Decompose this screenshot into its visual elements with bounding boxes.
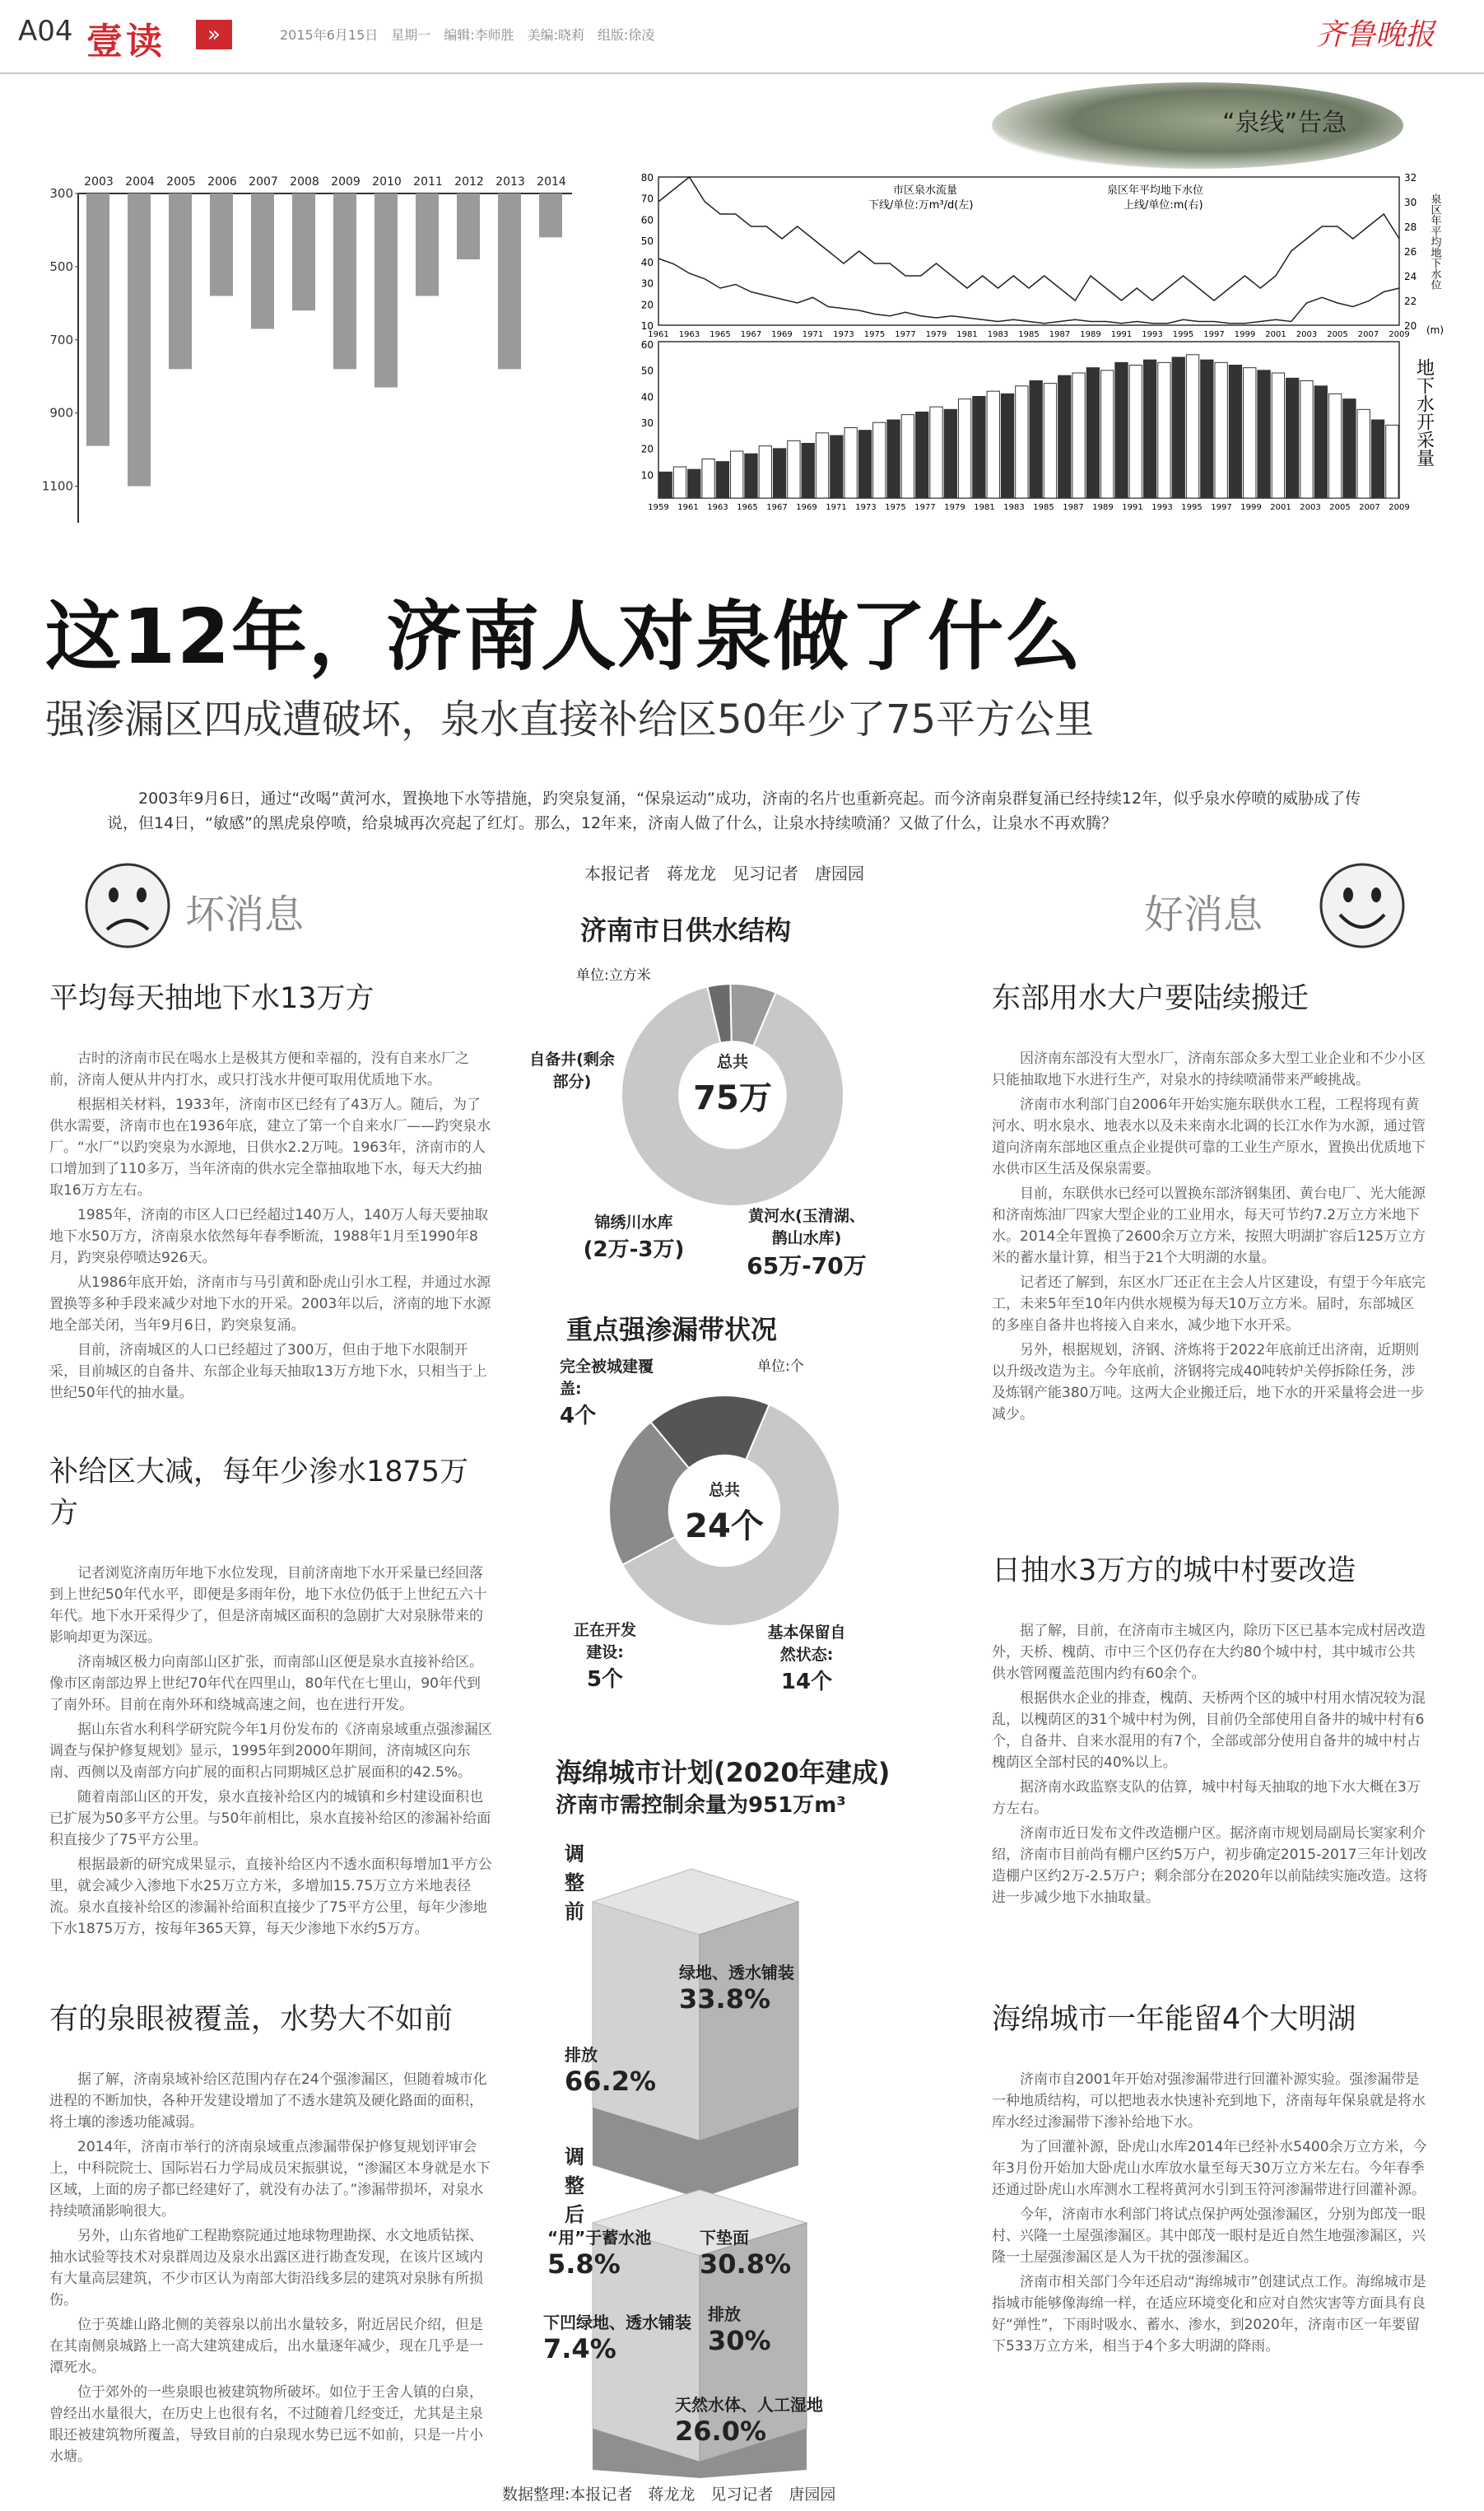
left-section-1 [49,976,494,1404]
paragraph: 随着南部山区的开发，泉水直接补给区内的城镇和乡村建设面积也已扩展为50多平方公里。与50年前相比，泉水直接补给区的渗漏补给面积直接少了75平方公里。 [49,1789,491,1848]
x-tick-label: 2006 [207,175,237,189]
x-tick-label: 1993 [1151,503,1173,512]
bar [169,193,192,369]
x-tick-label: 1997 [1203,330,1225,339]
sponge-after-sunken-green: 下凹绿地、透水铺装 7.4% [543,2313,691,2364]
left-tick-label: 60 [640,214,654,226]
x-tick-label: 2001 [1270,503,1291,512]
bar [1343,399,1356,498]
x-tick-label: 2004 [125,175,155,189]
bar [1129,366,1142,499]
sponge-after-tank: “用”于蓄水池 5.8% [547,2228,652,2280]
right-section-2 [992,1548,1428,1908]
paragraph: 另外，山东省地矿工程勘察院通过地球物理勘探、水文地质钻探、抽水试验等技术对泉群周边及泉水出露区进行勘查发现，在该片区域内有大量高层建筑，不少市区认为南部大街沿线多层的建筑对泉脉有所损伤。 [49,2228,483,2308]
supply-label-well: 自备井(剩余部分) [529,1051,615,1091]
section-heading: 补给区大减，每年少渗水1875万方 [49,1456,469,1530]
right-axis-unit: (m) [1426,324,1444,336]
plot-frame [658,177,1399,325]
right-axis-label: 泉区年平均地下水位 [1428,193,1441,290]
supply-title: 济南市日供水结构 [580,915,792,946]
y-tick-label: 700 [49,332,73,347]
x-tick-label: 1977 [914,503,936,512]
bar [1030,381,1042,499]
paragraph: 位于英雄山路北侧的美蓉泉以前出水量较多，附近居民介绍，但是在其南侧泉城路上一高大建筑建成后，出水量逐年减少，现在几乎是一潭死水。 [49,2317,483,2376]
left-tick-label: 10 [640,320,654,332]
x-tick-label: 1985 [1033,503,1054,512]
bar [873,422,886,498]
leak-label-covered: 完全被城建覆盖: 4个 [560,1358,654,1428]
paragraph: 2014年，济南市举行的济南泉域重点渗漏带保护修复规划评审会上，中科院院士、国际岩石力学局成员宋振骐说，“渗漏区本身就是水下区域，上面的房子都已经建好了，就没有办法了。”渗漏带损坏，对泉水持续喷涌影响很大。 [49,2139,491,2220]
left-tick-label: 70 [640,193,654,205]
bar [1229,366,1241,499]
sponge-before-label: 调整前 [565,1842,584,1923]
header-divider [0,72,1484,74]
x-tick-label: 1961 [677,503,699,512]
y-tick-label: 20 [640,443,654,455]
x-tick-label: 1995 [1172,330,1194,339]
bar [930,407,942,498]
bar [251,193,274,328]
bar [539,193,562,237]
supply-label-yellow-river: 黄河水(玉清湖、鹊山水库) 65万-70万 [747,1207,867,1279]
supply-total [687,1050,778,1119]
leak-label-developing: 正在开发建设: 5个 [573,1621,636,1692]
x-tick-label: 2003 [84,175,114,189]
paragraph: 据了解，济南泉域补给区范围内存在24个强渗漏区，但随着城市化进程的不断加快，各种开发建设增加了不透水建筑及硬化路面的面积，将土壤的渗透功能减弱。 [49,2071,487,2131]
bar [1286,378,1299,498]
paragraph: 济南城区极力向南部山区扩张，而南部山区便是泉水直接补给区。像市区南部边界上世纪70年代在四里山，80年代在七里山，90年代到了南外环。目前在南外环和绕城高速之间，也在进行开发。 [49,1654,483,1713]
x-tick-label: 2005 [166,175,196,189]
x-tick-label: 2001 [1265,330,1286,339]
section-heading: 海绵城市一年能留4个大明湖 [992,2003,1356,2036]
x-tick-label: 2012 [454,175,484,189]
y-tick-label: 40 [640,391,654,403]
sponge-before-discharge: 排放 66.2% [565,2045,657,2097]
lede-paragraph: 2003年9月6日，通过“改喝”黄河水，置换地下水等措施，趵突泉复涌，“保泉运动”成功，济南的名片也重新亮起。而今济南泉群复涌已经持续12年，似乎泉水停喷的威胁成了传说，但14日，“敏感”的黑虎泉停喷，给泉城再次亮起了红灯。那么，12年来，济南人做了什么，让泉水持续喷涌？又做了什么，让泉水不再欢腾？ [107,790,1361,832]
bar [773,449,785,498]
bar [1186,355,1198,498]
x-tick-label: 2011 [413,175,443,189]
level-line [658,177,1399,300]
bar [1115,362,1128,498]
sad-face-icon [82,860,173,951]
bar [759,446,771,498]
section-heading: 平均每天抽地下水13万方 [49,982,374,1015]
x-tick-label: 1991 [1110,330,1133,339]
left-section-3 [49,1996,494,2467]
right-tick-label: 26 [1404,246,1417,258]
bar [659,472,672,498]
y-tick-label: 10 [640,469,654,482]
bar [788,440,800,498]
paragraph: 济南市水利部门自2006年开始实施东联供水工程，工程将现有黄河水、明水泉水、地表水以及未来南水北调的长江水作为水源，通过管道向济南东部地区重点企业提供可靠的工业生产原水，置换出优质地下水供市区生活及保泉需要。 [992,1097,1426,1177]
x-tick-label: 1959 [648,503,669,512]
paragraph: 位于郊外的一些泉眼也被建筑物所破坏。如位于王舍人镇的白泉，曾经出水量很大，在历史上也很有名，不过随着几经变迁，尤其是主泉眼还被建筑物所覆盖，导致目前的白泉现水势已远不如前，只是一片小水塘。 [49,2384,483,2465]
bar [1314,386,1327,498]
x-tick-label: 1963 [678,330,700,339]
left-tick-label: 20 [640,299,654,311]
x-tick-label: 1979 [944,503,965,512]
groundwater-pumping-chart [621,333,1453,531]
page-number: A04 [18,15,73,48]
bar [716,462,728,498]
x-tick-label: 2008 [290,175,319,189]
x-tick-label: 1975 [863,330,886,339]
bar [1328,394,1341,498]
left-section-2 [49,1449,494,1940]
flow-line [658,259,1399,324]
bar [816,433,828,498]
legend-left-title: 市区泉水流量 [893,184,958,197]
x-tick-label: 2009 [1389,503,1410,512]
x-tick-label: 2007 [249,175,278,189]
smile-face-icon [1317,860,1407,951]
x-tick-label: 1987 [1063,503,1084,512]
bar [702,459,714,499]
bar [1371,420,1384,498]
paragraph: 今年，济南市水利部门将试点保护两处强渗漏区，分别为郎茂一眼村、兴隆一土屋强渗漏区。其中郎茂一眼村是近自然生地强渗漏区，兴隆一土屋强渗漏区是人为干扰的强渗漏区。 [992,2206,1426,2266]
bar [333,193,356,369]
x-tick-label: 1987 [1049,330,1071,339]
left-tick-label: 80 [640,172,654,184]
section-heading: 东部用水大户要陆续搬迁 [992,982,1310,1015]
right-section-1 [992,976,1428,1425]
bar [1300,381,1313,499]
x-tick-label: 1963 [707,503,728,512]
x-tick-label: 2014 [537,175,566,189]
bar [802,444,814,499]
legend-right-title: 泉区年平均地下水位 [1107,184,1204,197]
x-tick-label: 2007 [1357,330,1379,339]
sponge-after-discharge: 排放 30% [708,2304,771,2356]
bar [292,193,315,310]
paragraph: 另外，根据规划，济钢、济炼将于2022年底前迁出济南，近期则以升级改造为主。今年底前，济钢将完成40吨转炉关停拆除任务，涉及炼钢产能380万吨。这两大企业搬迁后，地下水的开采量将会进一步减少。 [992,1342,1425,1423]
sponge-after-surface: 下垫面 30.8% [700,2228,792,2280]
bar [1086,368,1099,498]
paragraph: 济南市自2001年开始对强渗漏带进行回灌补源实验。强渗漏带是一种地质结构，可以把地表水快速补充到地下，济南每年保泉就是将水库水经过渗漏带下渗补给地下水。 [992,2071,1426,2131]
x-tick-label: 1981 [956,330,978,339]
yearly-bar-chart [33,152,576,539]
x-tick-label: 2007 [1359,503,1380,512]
x-tick-label: 1999 [1234,330,1256,339]
reporter-byline: 本报记者 蒋龙龙 见习记者 唐园园 [584,864,864,883]
bar [1357,409,1370,498]
sponge-after-wetland: 天然水体、人工湿地 26.0% [675,2395,823,2447]
paragraph: 记者还了解到，东区水厂还正在主会人片区建设，有望于今年底完工，未来5年至10年内供水规模为每天10万立方米。届时，东部城区的多座自备井也将接入自来水，减少地下水开采。 [992,1274,1426,1334]
bar [498,193,521,369]
left-tick-label: 50 [640,235,654,248]
good-news-label: 好消息 [1144,892,1263,938]
left-tick-label: 30 [640,277,654,290]
x-tick-label: 1965 [737,503,758,512]
bar [1258,370,1270,498]
paragraph: 根据供水企业的排查，槐荫、天桥两个区的城中村用水情况较为混乱，以槐荫区的31个城中村为例，目前仍全部使用自备井的城中村有6个，自备井、自来水混用的有7个，全部或部分使用自备井的城中村占槐荫区全部村民的40%以上。 [992,1690,1426,1771]
bar [944,409,956,498]
x-tick-label: 1967 [766,503,788,512]
bar [1215,362,1227,498]
y-tick-label: 300 [49,186,73,201]
x-tick-label: 1989 [1080,330,1101,339]
y-tick-label: 1100 [41,478,73,494]
right-section-3 [992,1996,1428,2357]
newspaper-logo: 齐鲁晚报 [1315,18,1435,52]
sponge-building-illustration [560,1836,922,2478]
paragraph: 根据相关材料，1933年，济南市区已经有了43万人。随后，为了供水需要，济南市也在1936年底，建立了第一个自来水厂——趵突泉水厂。“水厂”以趵突泉为水源地，日供水2.2万吨。1963年，济南市的人口增加到了110多万，当年济南的供水完全靠抽取地下水，每天大约抽取16万方左右。 [49,1097,491,1199]
headline: 这12年，济南人对泉做了什么 [45,593,1083,681]
x-tick-label: 1995 [1181,503,1203,512]
right-tick-label: 28 [1404,221,1417,233]
x-tick-label: 1981 [974,503,995,512]
bar [844,428,857,499]
left-tick-label: 40 [640,256,654,268]
bar [416,193,439,296]
x-tick-label: 2013 [495,175,525,189]
section-heading: 日抽水3万方的城中村要改造 [992,1554,1356,1587]
x-tick-label: 1991 [1122,503,1143,512]
leak-title: 重点强渗漏带状况 [566,1314,778,1345]
bar [128,193,151,487]
leak-unit: 单位:个 [757,1358,804,1375]
bar [1058,375,1071,498]
x-tick-label: 1973 [833,330,854,339]
bar [1044,384,1056,498]
paragraph: 据了解，目前，在济南市主城区内，除历下区已基本完成村居改造外，天桥、槐荫、市中三个区仍存在大约80个城中村，其中城市公共供水管网覆盖范围内约有60余个。 [992,1623,1426,1682]
right-tick-label: 22 [1404,296,1417,307]
bar [745,454,757,498]
x-tick-label: 2010 [372,175,402,189]
bar [858,431,871,498]
x-tick-label: 2003 [1300,503,1321,512]
sponge-title: 海绵城市计划(2020年建成) [556,1757,891,1788]
paragraph: 因济南东部没有大型水厂，济南东部众多大型工业企业和不少小区只能抽取地下水进行生产，对泉水的持续喷涌带来严峻挑战。 [992,1051,1426,1088]
paragraph: 根据最新的研究成果显示，直接补给区内不透水面积每增加1平方公里，就会减少入渗地下水25万立方米，多增加15.75万立方米地表径流。泉水直接补给区的渗漏补给面积直接少了75平方公里，每年少渗地下水1875万方，按每年365天算，每天少渗地下水约5万方。 [49,1856,492,1937]
x-tick-label: 1971 [826,503,847,512]
x-tick-label: 1965 [709,330,731,339]
bar [731,451,743,498]
bar [1143,360,1156,498]
x-tick-label: 2003 [1296,330,1318,339]
right-tick-label: 32 [1404,172,1417,184]
bar [1101,370,1114,498]
x-tick-label: 1985 [1018,330,1040,339]
bar [916,412,928,499]
y-tick-label: 60 [640,339,654,351]
paragraph: 济南市近日发布文件改造棚户区。据济南市规划局副局长窦家利介绍，济南市目前尚有棚户区约5万户，初步确定2015-2017三年计划改造棚户区约2万-2.5万户；剩余部分在2020年以前陆续实施改造。这将进一步减少地下水抽取量。 [992,1825,1428,1906]
paragraph: 据济南水政监察支队的估算，城中村每天抽取的地下水大概在3万方左右。 [992,1779,1421,1817]
paragraph: 记者浏览济南历年地下水位发现，目前济南地下水开采量已经回落到上世纪50年代水平，即便是多雨年份，地下水位仍低于上世纪五六十年代。地下水开采得少了，但是济南城区面积的急剧扩大对泉脉带来的影响却更为深远。 [49,1565,487,1646]
right-tick-label: 20 [1404,320,1417,332]
x-tick-label: 1973 [855,503,877,512]
x-tick-label: 1993 [1142,330,1163,339]
legend-left-sub: 下线/单位:万m³/d(左) [868,199,974,212]
y-tick-label: 50 [640,365,654,377]
x-tick-label: 1977 [895,330,916,339]
bar [1272,373,1284,498]
bar [973,397,985,499]
x-tick-label: 1979 [925,330,947,339]
x-tick-label: 1961 [648,330,669,339]
x-tick-label: 1983 [1003,503,1025,512]
supply-total-value: 75万 [693,1079,772,1117]
photo-caption: “泉线”告急 [1222,109,1347,137]
x-tick-label: 1983 [987,330,1009,339]
x-tick-label: 2009 [331,175,361,189]
bar [1072,373,1085,498]
x-tick-label: 2009 [1389,330,1410,339]
section-heading: 有的泉眼被覆盖，水势大不如前 [49,2003,454,2036]
issue-meta: 2015年6月15日 星期一 编辑:李师胜 美编:晓莉 组版:徐凌 [280,27,655,43]
bar [86,193,109,446]
bar [1244,368,1256,498]
section-arrow-icon: » [196,20,232,49]
bar [457,193,480,259]
supply-label-reservoir: 锦绣川水库 (2万-3万) [583,1214,685,1262]
x-tick-label: 1997 [1211,503,1232,512]
section-title: 壹读 [86,21,165,63]
x-tick-label: 1971 [802,330,824,339]
x-tick-label: 2005 [1329,503,1351,512]
sponge-before-green: 绿地、透水铺装 33.8% [679,1963,794,2015]
x-tick-label: 1969 [796,503,817,512]
x-tick-label: 2005 [1327,330,1348,339]
paragraph: 从1986年底开始，济南市与马引黄和卧虎山引水工程，并通过水源置换等多种手段来减少对地下水的开采。2003年以后，济南的地下水源地全部关闭，当年9月6日，趵突泉复涌。 [49,1274,491,1334]
x-tick-label: 1969 [771,330,793,339]
bar [887,420,900,498]
bar [1201,360,1213,498]
bar [688,469,700,498]
y-tick-label: 900 [49,405,73,421]
data-credit: 数据整理:本报记者 蒋龙龙 见习记者 唐园园 [502,2485,836,2504]
x-tick-label: 1989 [1092,503,1114,512]
paragraph: 目前，济南城区的人口已经超过了300万，但由于地下水限制开采，目前城区的自备井、东部企业每天抽取13万方地下水，只相当于上世纪50年代的抽水量。 [49,1342,487,1401]
subheadline: 强渗漏区四成遭破坏，泉水直接补给区50年少了75平方公里 [45,696,1095,743]
paragraph: 目前，东联供水已经可以置换东部济钢集团、黄台电厂、光大能源和济南炼油厂四家大型企业的工业用水，每天可节约7.2万立方米地下水。2014全年置换了2600余万立方米，按照大明湖扩容后125万立方米的蓄水量计算，相当于21个大明湖的水量。 [992,1186,1426,1266]
sponge-after-label: 调整后 [565,2145,584,2226]
bar [673,467,686,498]
chart-label: 地下水开采量 [1413,358,1435,467]
right-tick-label: 24 [1404,271,1417,282]
bar [210,193,233,296]
y-tick-label: 500 [49,259,73,274]
leak-label-natural: 基本保留自然状态: 14个 [767,1624,846,1694]
bar [1158,362,1170,498]
bar [901,415,914,498]
paragraph: 为了回灌补源，卧虎山水库2014年已经补水5400余万立方米，今年3月份开始加大卧虎山水库放水量至每天30万立方米左右。今年春季还通过卧虎山水库测水工程将黄河水引到玉符河渗漏带进行回灌补源。 [992,2139,1427,2198]
sponge-subtitle: 济南市需控制余量为951万m³ [556,1793,846,1818]
x-tick-label: 1967 [740,330,762,339]
bar [374,193,398,388]
supply-unit: 单位:立方米 [576,967,651,984]
bar [1001,394,1013,498]
bar [830,436,843,498]
bar [958,399,970,498]
bar [1172,357,1184,498]
bar [987,391,999,498]
bar [1386,425,1398,498]
right-tick-label: 30 [1404,197,1417,208]
leak-total: 总共 24个 [685,1481,764,1545]
x-tick-label: 1999 [1240,503,1262,512]
paragraph: 1985年，济南的市区人口已经超过140万人，140万人每天要抽取地下水50万方，济南泉水依然每年春季断流，1988年1月至1990年8月，趵突泉停喷达926天。 [49,1207,489,1266]
paragraph: 古时的济南市民在喝水上是极其方便和幸福的，没有自来水厂之前，济南人便从井内打水，或只打浅水井便可取用优质地下水。 [49,1051,469,1088]
paragraph: 济南市相关部门今年还启动“海绵城市”创建试点工作。海绵城市是指城市能够像海绵一样，在适应环境变化和应对自然灾害等方面具有良好“弹性”，下雨时吸水、蓄水、渗水，到2020年，济南市区一年要留下533万立方米，相当于4个多大明湖的降雨。 [992,2274,1426,2355]
bar [1016,386,1028,498]
legend-right-sub: 上线/单位:m(右) [1123,199,1203,212]
supply-total-label: 总共 [716,1053,748,1071]
x-tick-label: 1975 [885,503,906,512]
paragraph: 据山东省水利科学研究院今年1月份发布的《济南泉域重点强渗漏区调查与保护修复规划》显示，1995年到2000年期间，济南城区向东南、西侧以及南部方向扩展的面积占同期城区总扩展面积的42.5%。 [49,1721,492,1781]
bad-news-label: 坏消息 [185,892,305,938]
y-tick-label: 30 [640,417,654,429]
